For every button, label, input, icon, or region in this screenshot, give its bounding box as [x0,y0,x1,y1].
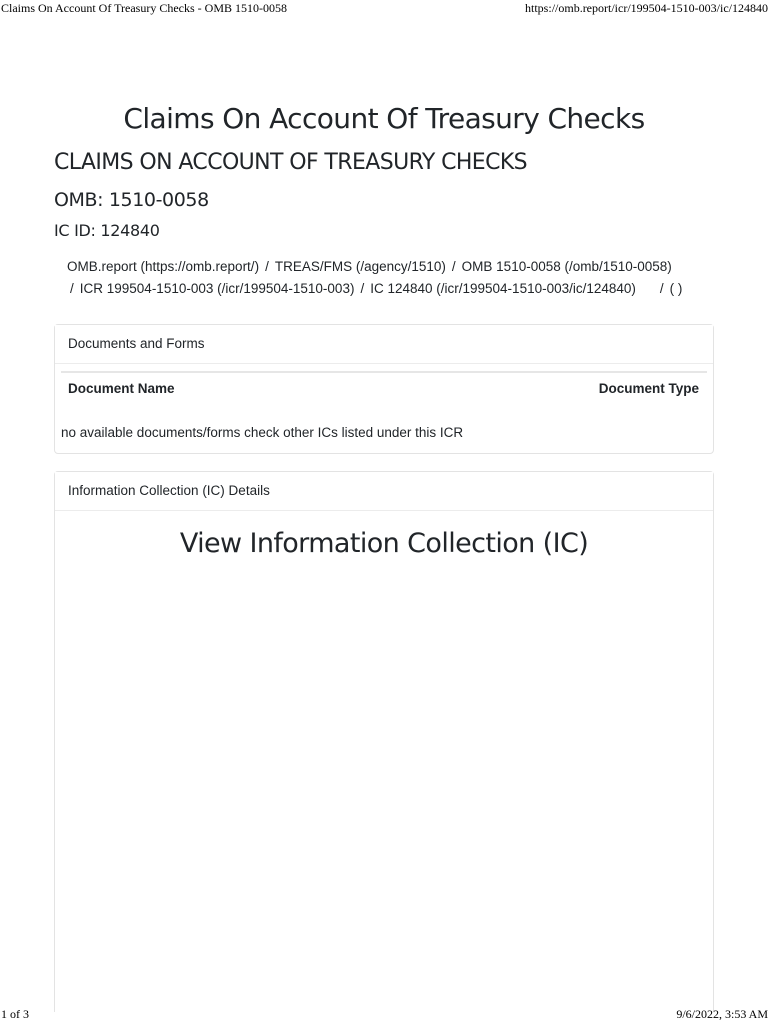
breadcrumb-separator: / [451,259,456,274]
ic-details-card-header: Information Collection (IC) Details [55,472,713,511]
ic-id: IC ID: 124840 [54,221,160,240]
breadcrumb-separator: / [360,281,365,296]
breadcrumb [54,256,714,300]
column-header-document-name[interactable]: Document Name [68,381,175,396]
print-header-title: Claims On Account Of Treasury Checks - OMB 1510-0058 [1,1,287,15]
ic-details-heading: View Information Collection (IC) [179,528,589,559]
breadcrumb-item-omb-report[interactable]: OMB.report (https://omb.report/) [67,259,260,274]
breadcrumb-item-icr[interactable]: ICR 199504-1510-003 (/icr/199504-1510-003) [79,281,355,296]
breadcrumb-item-ic[interactable]: IC 124840 (/icr/199504-1510-003/ic/124840) [370,281,636,296]
column-header-document-type[interactable]: Document Type [598,381,699,396]
ic-details-card [54,471,714,1012]
breadcrumb-line [54,256,714,278]
page-title: Claims On Account Of Treasury Checks [123,102,645,135]
documents-card-header: Documents and Forms [55,325,713,364]
breadcrumb-separator: / [70,281,74,296]
breadcrumb-separator: / [265,259,269,274]
page-subtitle: CLAIMS ON ACCOUNT OF TREASURY CHECKS [54,150,528,175]
documents-empty-message: no available documents/forms check other ICs listed under this ICR [61,425,464,440]
breadcrumb-line [54,278,714,300]
print-footer [0,1006,768,1024]
print-datetime: 9/6/2022, 3:53 AM [676,1007,768,1021]
breadcrumb-item-current: ( ) [669,281,683,296]
documents-table [61,371,707,405]
documents-table-header [61,373,707,405]
page-number: 1 of 3 [1,1007,29,1021]
breadcrumb-item-omb[interactable]: OMB 1510-0058 (/omb/1510-0058) [461,259,672,274]
print-header-url: https://omb.report/icr/199504-1510-003/ic/124840 [525,1,768,15]
breadcrumb-item-agency[interactable]: TREAS/FMS (/agency/1510) [274,259,446,274]
documents-card [54,324,714,454]
print-header [0,0,768,18]
omb-number: OMB: 1510-0058 [54,189,209,211]
breadcrumb-separator: / [659,281,664,296]
